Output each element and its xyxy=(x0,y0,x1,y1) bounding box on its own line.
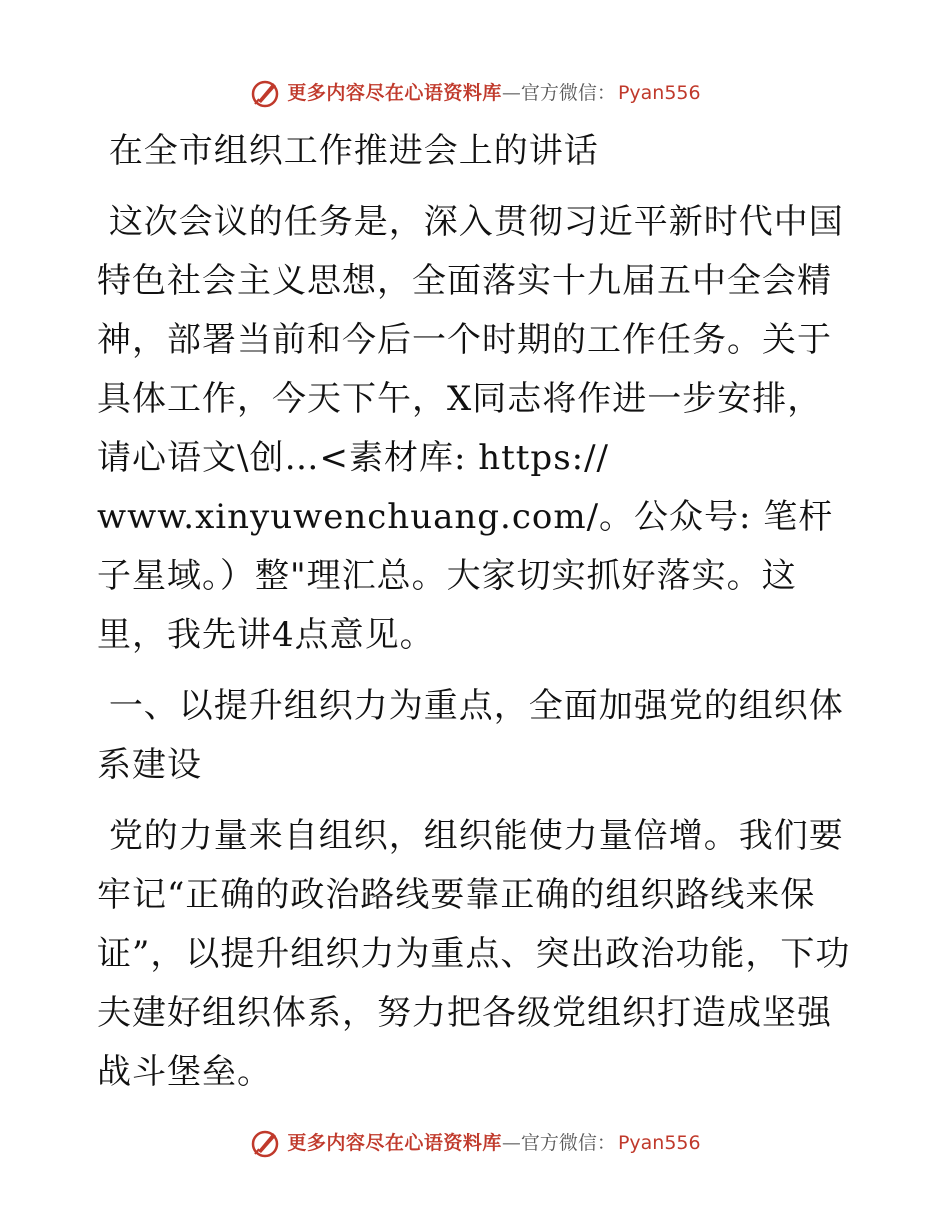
watermark-separator: — xyxy=(501,82,521,104)
watermark-brand: 更多内容尽在心语资料库 xyxy=(287,82,502,104)
watermark-wechat-id: Pyan556 xyxy=(617,82,701,104)
watermark-text xyxy=(287,1131,700,1155)
document-body xyxy=(97,122,857,1102)
intro-paragraph: 这次会议的任务是，深入贯彻习近平新时代中国特色社会主义思想，全面落实十九届五中全会精神，部署当前和今后一个时期的工作任务。关于具体工作，今天下午，X同志将作进一步安排，请心语文\创…<素材库: https:// www.xinyuwenchuang.com/。公众号: 笔杆子星域。）整"理汇总。大家切实抓好落实。这里，我先讲4点意见。 xyxy=(97,202,844,655)
quill-pen-logo-icon xyxy=(249,1127,281,1159)
footer-watermark xyxy=(0,1127,950,1159)
watermark-text xyxy=(287,81,700,105)
quill-pen-logo-icon xyxy=(249,77,281,109)
watermark-brand: 更多内容尽在心语资料库 xyxy=(287,1132,502,1154)
header-watermark xyxy=(0,77,950,109)
section-heading-1: 一、以提升组织力为重点，全面加强党的组织体系建设 xyxy=(97,686,844,785)
watermark-wechat-label: 官方微信： xyxy=(520,1132,616,1154)
document-title: 在全市组织工作推进会上的讲话 xyxy=(97,131,599,171)
section-paragraph-1: 党的力量来自组织，组织能使力量倍增。我们要牢记“正确的政治路线要靠正确的组织路线来保证”，以提升组织力为重点、突出政治功能，下功夫建好组织体系，努力把各级党组织打造成坚强战斗堡垒。 xyxy=(97,816,851,1092)
watermark-separator: — xyxy=(501,1132,521,1154)
watermark-wechat-id: Pyan556 xyxy=(617,1132,701,1154)
watermark-wechat-label: 官方微信： xyxy=(520,82,616,104)
